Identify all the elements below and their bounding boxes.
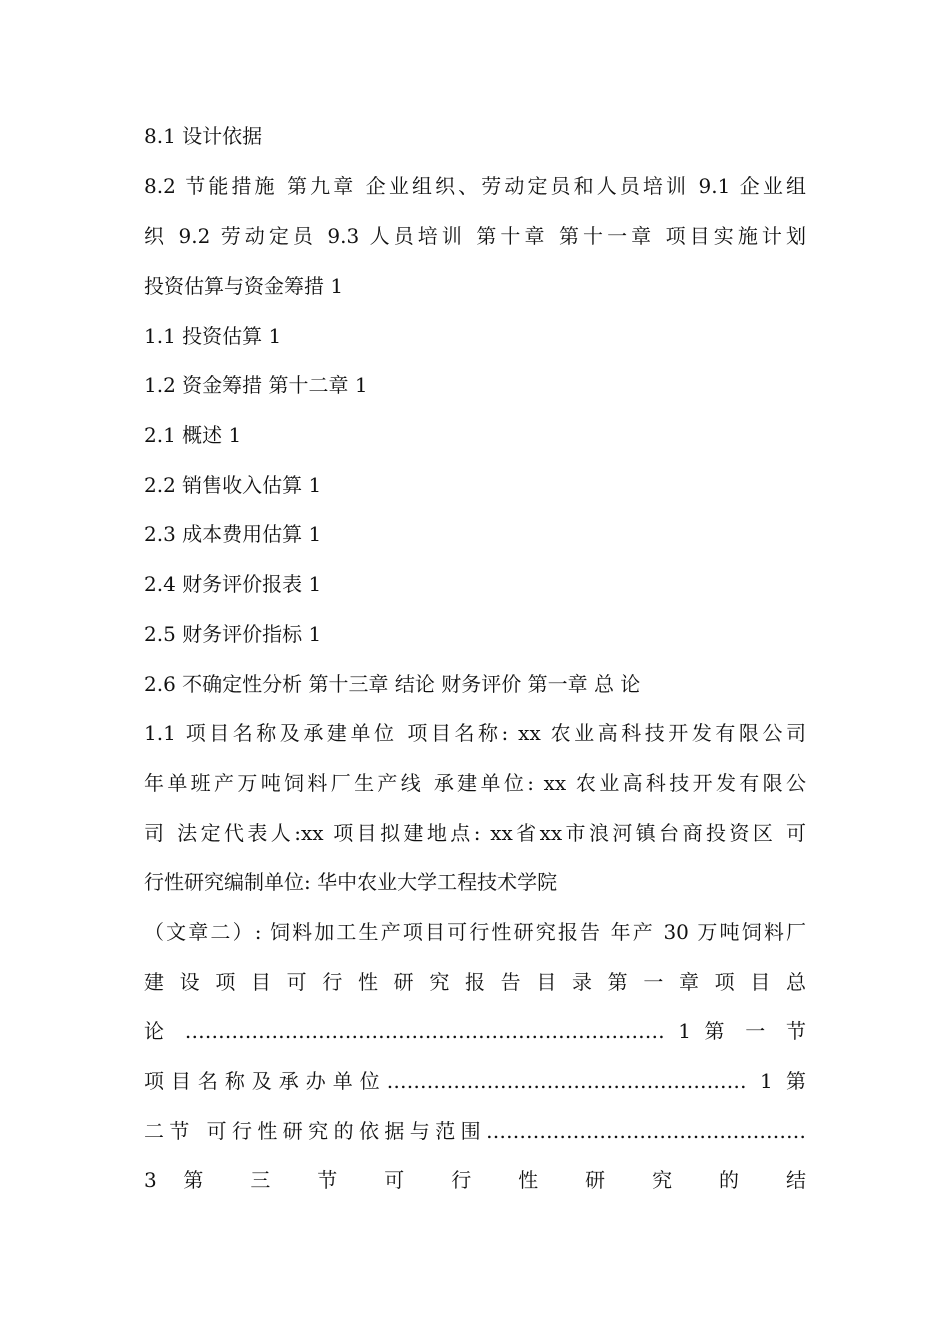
toc-line-2-4: 2.4 财务评价报表 1 (144, 572, 322, 596)
toc-line-1-1: 1.1 投资估算 1 (144, 324, 282, 348)
toc-line-1-2: 1.2 资金筹措 第十二章 1 (144, 373, 368, 397)
toc-line-2-3: 2.3 成本费用估算 1 (144, 522, 322, 546)
body-line-article-two: （文章二）: 饲料加工生产项目可行性研究报告 年产 30 万吨饲料厂 (144, 920, 806, 944)
body-line-location: 司 法定代表人:xx 项目拟建地点: xx省xx市浪河镇台商投资区 可 (144, 821, 806, 845)
toc-line-section-3: 3 第 三 节 可 行 性 研 究 的 结 (144, 1168, 806, 1192)
toc-line-section-1: 项目名称及承办单位……………………………………………… 1 第 (144, 1069, 806, 1093)
toc-line-chapter-1: 论 ……………………………………………………………… 1 第 一 节 (144, 1019, 806, 1043)
toc-line-investment: 投资估算与资金筹措 1 (144, 274, 344, 298)
body-line-report-title: 建 设 项 目 可 行 性 研 究 报 告 目 录 第 一 章 项 目 总 (144, 970, 806, 994)
toc-line-2-2: 2.2 销售收入估算 1 (144, 473, 322, 497)
body-line-author-unit: 行性研究编制单位: 华中农业大学工程技术学院 (144, 870, 558, 894)
toc-line-section-2: 二节 可行性研究的依据与范围………………………………………… (144, 1119, 806, 1143)
toc-line-2-5: 2.5 财务评价指标 1 (144, 622, 322, 646)
toc-line-9-x: 织 9.2 劳动定员 9.3 人员培训 第十章 第十一章 项目实施计划 (144, 224, 806, 248)
body-line-builder: 年单班产万吨饲料厂生产线 承建单位: xx 农业高科技开发有限公 (144, 771, 806, 795)
toc-line-8-2: 8.2 节能措施 第九章 企业组织、劳动定员和人员培训 9.1 企业组 (144, 174, 806, 198)
body-line-project-name: 1.1 项目名称及承建单位 项目名称: xx 农业高科技开发有限公司 (144, 721, 806, 745)
toc-line-2-6: 2.6 不确定性分析 第十三章 结论 财务评价 第一章 总 论 (144, 672, 641, 696)
toc-line-2-1: 2.1 概述 1 (144, 423, 242, 447)
toc-line-8-1: 8.1 设计依据 (144, 124, 263, 148)
